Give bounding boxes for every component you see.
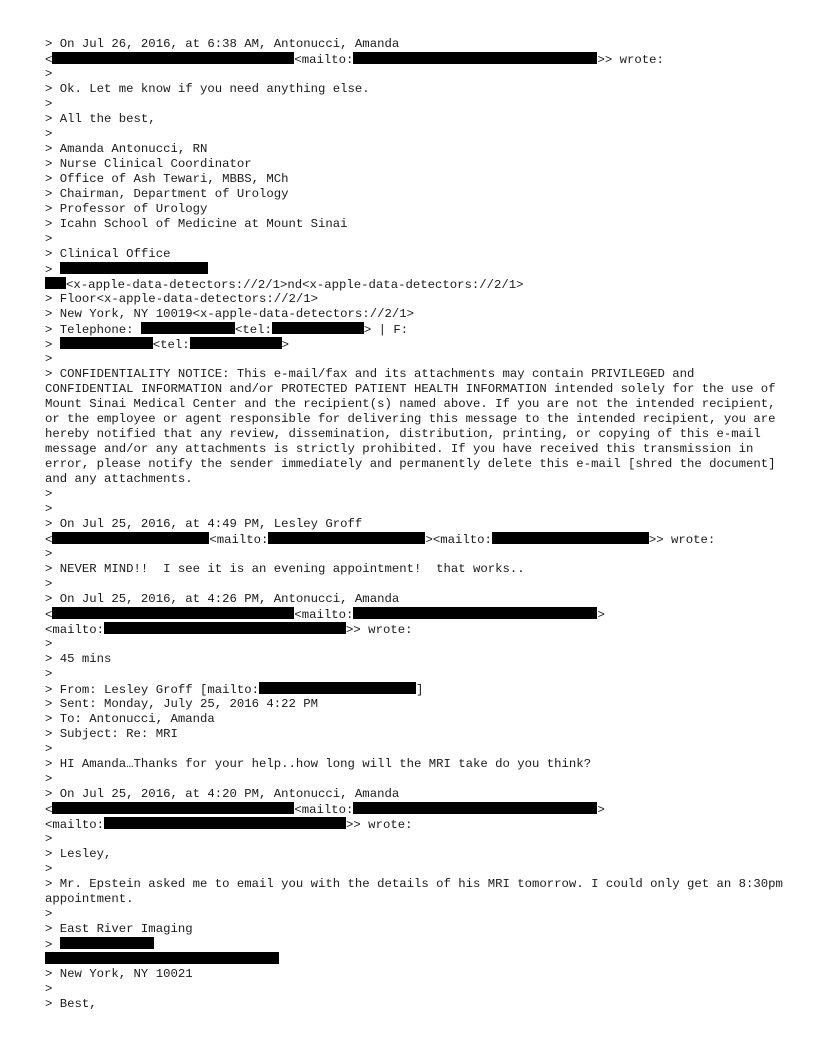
signature-line: > Amanda Antonucci, RN — [45, 142, 208, 156]
redaction-bar — [45, 952, 279, 964]
signature-line: > Office of Ash Tewari, MBBS, MCh — [45, 172, 289, 186]
reply-header-line: > On Jul 25, 2016, at 4:20 PM, Antonucci, Amanda — [45, 787, 400, 801]
address-line: > New York, NY 10019<x-apple-data-detectors://2/1> — [45, 307, 414, 321]
telephone-line — [45, 322, 785, 337]
quote-marker: > — [45, 502, 53, 516]
office-heading: > Clinical Office — [45, 247, 171, 261]
mailto-tag: <mailto: — [294, 53, 354, 67]
quote-marker: > — [45, 832, 53, 846]
sender-address-line — [45, 52, 785, 67]
mailto-line — [45, 817, 785, 832]
mailto-tag: <mailto: — [209, 533, 269, 547]
tel-tag: <tel: — [234, 323, 272, 337]
redaction-bar — [190, 337, 282, 349]
mri-details-text: > Mr. Epstein asked me to email you with the details of his MRI tomorrow. I could only get an 8:30pm appointment. — [45, 877, 783, 906]
sender-address-line — [45, 532, 785, 547]
reply-header-line: > On Jul 26, 2016, at 6:38 AM, Antonucci, Amanda — [45, 37, 400, 51]
message-line: > 45 mins — [45, 652, 112, 666]
email-thread-document — [45, 37, 785, 1012]
tel-tag: <tel: — [152, 338, 190, 352]
reply-header-line: > On Jul 25, 2016, at 4:49 PM, Lesley Groff — [45, 517, 363, 531]
confidentiality-notice — [45, 367, 785, 487]
redaction-bar — [353, 52, 597, 64]
redaction-bar — [259, 682, 416, 694]
quote-marker: > — [45, 487, 53, 501]
redaction-bar — [268, 532, 425, 544]
redacted-address-line — [45, 262, 785, 277]
redaction-bar — [52, 52, 294, 64]
mailto-tag: ><mailto: — [425, 533, 492, 547]
quote-marker: > — [45, 982, 53, 996]
mailto-line — [45, 622, 785, 637]
quote-marker: > — [45, 938, 60, 952]
closing-line: > All the best, — [45, 112, 156, 126]
mailto-tag: <mailto: — [294, 608, 354, 622]
address-line — [45, 277, 785, 292]
wrote-text: >> wrote: — [648, 533, 716, 547]
quote-marker: > — [45, 67, 53, 81]
signature-line: > Nurse Clinical Coordinator — [45, 157, 252, 171]
quote-marker: > — [45, 742, 53, 756]
sender-address-line — [45, 607, 785, 622]
quote-marker: > — [45, 263, 60, 277]
quote-marker: > — [45, 97, 53, 111]
quote-marker: > — [45, 772, 53, 786]
subject-line: > Subject: Re: MRI — [45, 727, 178, 741]
telephone-label: > Telephone: — [45, 323, 141, 337]
quote-marker: > — [45, 667, 53, 681]
redaction-bar — [141, 322, 235, 334]
redacted-address-line — [45, 952, 785, 967]
redaction-bar — [60, 262, 208, 274]
mri-details-paragraph — [45, 877, 785, 907]
quote-marker: > — [45, 637, 53, 651]
wrote-text: >> wrote: — [346, 623, 413, 637]
message-line: > Ok. Let me know if you need anything else. — [45, 82, 370, 96]
redaction-bar — [60, 337, 153, 349]
message-line: > HI Amanda…Thanks for your help..how long will the MRI take do you think? — [45, 757, 592, 771]
mailto-tag: <mailto: — [45, 818, 105, 832]
quote-marker: > — [45, 338, 60, 352]
angle-bracket: > — [597, 803, 605, 817]
redaction-bar — [492, 532, 649, 544]
message-line: > NEVER MIND!! I see it is an evening appointment! that works.. — [45, 562, 525, 576]
signature-line: > Icahn School of Medicine at Mount Sinai — [45, 217, 348, 231]
greeting-line: > Lesley, — [45, 847, 112, 861]
quote-marker: > — [45, 577, 53, 591]
redaction-bar — [272, 322, 364, 334]
redaction-bar — [353, 607, 597, 619]
fax-line — [45, 337, 785, 352]
facility-name: > East River Imaging — [45, 922, 193, 936]
reply-header-line: > On Jul 25, 2016, at 4:26 PM, Antonucci, Amanda — [45, 592, 400, 606]
address-line: > Floor<x-apple-data-detectors://2/1> — [45, 292, 319, 306]
quote-marker: > — [45, 127, 53, 141]
redacted-address-line — [45, 937, 785, 952]
quote-marker: > — [45, 907, 53, 921]
mailto-tag: <mailto: — [45, 623, 105, 637]
angle-bracket: < — [45, 608, 53, 622]
redaction-bar — [60, 937, 154, 949]
redaction-bar — [52, 532, 209, 544]
redaction-bar — [104, 817, 346, 829]
signature-line: > Chairman, Department of Urology — [45, 187, 289, 201]
redaction-bar — [52, 607, 294, 619]
redaction-bar — [104, 622, 346, 634]
quote-marker: > — [45, 862, 53, 876]
angle-bracket: > — [281, 338, 290, 352]
signature-line: > Professor of Urology — [45, 202, 208, 216]
confidentiality-text: > CONFIDENTIALITY NOTICE: This e-mail/fax and its attachments may contain PRIVILEGED and CONFIDENTIAL INFORMATION and/or PROTECTED PATIENT HEALTH INFORMATION intended solely for the use of Mount Sinai Medical Center and the recipient(s) named above. If you are not the intended recipient, or the employee or agent responsible for delivering this message to the intended recipient, you are hereby notified that any review, dissemination, distribution, printing, or copying of this e-mail message and/or any attachments is strictly prohibited. If you have received this transmission in error, please notify the sender immediately and permanently delete this e-mail [shred the document] and any attachments. — [45, 367, 776, 486]
angle-bracket: < — [45, 533, 53, 547]
angle-bracket: > — [597, 608, 605, 622]
angle-bracket: < — [45, 53, 53, 67]
quote-marker: > — [45, 547, 53, 561]
redaction-bar — [52, 802, 294, 814]
mailto-tag: <mailto: — [294, 803, 354, 817]
address-text: <x-apple-data-detectors://2/1>nd<x-apple-data-detectors://2/1> — [66, 278, 524, 292]
to-line: > To: Antonucci, Amanda — [45, 712, 215, 726]
sender-address-line — [45, 802, 785, 817]
from-label: > From: Lesley Groff [mailto: — [45, 683, 260, 697]
wrote-text: >> wrote: — [346, 818, 413, 832]
sent-line: > Sent: Monday, July 25, 2016 4:22 PM — [45, 697, 319, 711]
redaction-bar — [353, 802, 597, 814]
from-line — [45, 682, 785, 697]
angle-bracket: < — [45, 803, 53, 817]
closing-line: > Best, — [45, 997, 97, 1011]
address-line: > New York, NY 10021 — [45, 967, 193, 981]
quote-marker: > — [45, 232, 53, 246]
redaction-bar — [45, 277, 66, 289]
fax-label: > | F: — [363, 323, 409, 337]
wrote-text: >> wrote: — [597, 53, 664, 67]
bracket: ] — [416, 683, 424, 697]
quote-marker: > — [45, 352, 53, 366]
